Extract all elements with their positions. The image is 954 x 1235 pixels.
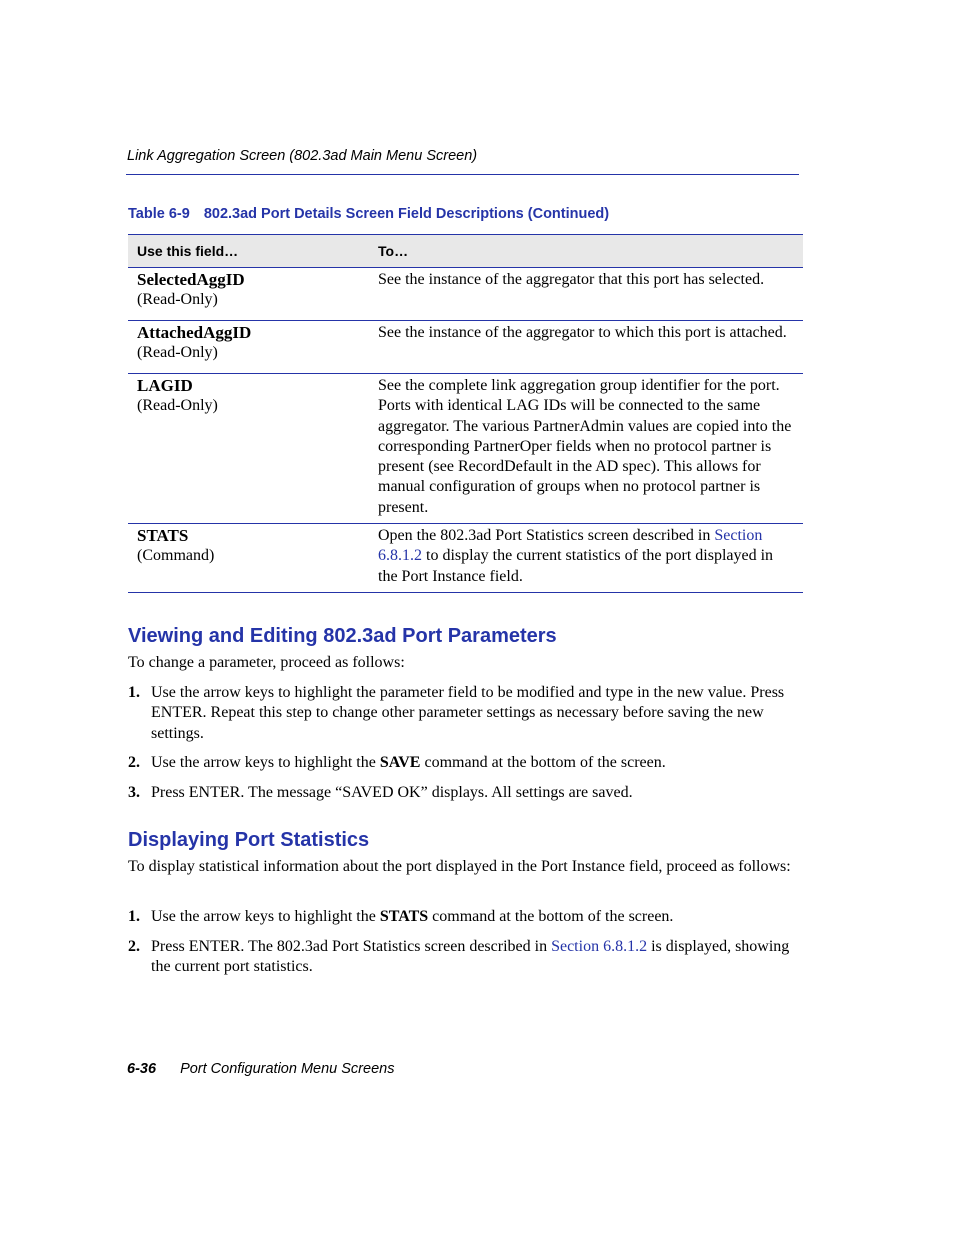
step-item [128,683,800,744]
field-cell [128,374,369,524]
column-header-to: To… [369,235,803,268]
section-link[interactable]: Section 6.8.1.2 [551,938,648,955]
command-name: SAVE [379,754,421,771]
step-text: Use the arrow keys to highlight the parameter field to be modified and type in the new value. Press ENTER. Repeat this step to change other parameter settings as necessary before saving the new settings. [151,684,785,742]
description-cell: See the instance of the aggregator that this port has selected. [369,268,803,321]
field-type: (Command) [137,547,215,565]
step-text [151,907,800,927]
table-row [128,524,803,593]
table-row [128,374,803,524]
step-text-part: is displayed, showing the current port statistics. [151,938,790,976]
step-item [128,937,800,978]
field-type: (Read-Only) [137,344,218,362]
page-footer [127,1061,394,1077]
step-text-part: Press ENTER. The 802.3ad Port Statistics screen described in [151,938,552,955]
page-number: 6-36 [127,1061,157,1077]
table-header-row [128,235,803,268]
table-caption-title: 802.3ad Port Details Screen Field Descriptions (Continued) [203,206,610,222]
description-cell [369,524,803,593]
field-descriptions-table [128,234,803,593]
field-name: AttachedAggID [137,323,252,342]
step-number: 2. [128,754,140,771]
step-text-part: Use the arrow keys to highlight the [151,754,380,771]
step-number: 2. [128,938,140,955]
step-item [128,907,800,927]
field-type: (Read-Only) [137,291,218,309]
table-row [128,321,803,374]
running-header: Link Aggregation Screen (802.3ad Main Menu Screen) [127,148,478,164]
column-header-field: Use this field… [128,235,369,268]
field-type: (Read-Only) [137,397,218,415]
section-heading-viewing-editing: Viewing and Editing 802.3ad Port Parameters [128,625,557,647]
step-text: Press ENTER. The message “SAVED OK” displays. All settings are saved. [151,784,633,801]
step-item [128,753,800,773]
section-heading-port-statistics: Displaying Port Statistics [128,829,370,851]
step-text-part: command at the bottom of the screen. [428,908,674,925]
field-name: LAGID [137,376,193,395]
description-cell: See the complete link aggregation group identifier for the port. Ports with identical LAG IDs will be connected to the same aggregator. The various PartnerAdmin values are copied into the corresponding PartnerOper fields when no protocol partner is present (see RecordDefault in the AD spec). This allows for manual configuration of groups when no protocol partner is present. [369,374,803,524]
field-name: SelectedAggID [137,270,245,289]
section-intro: To change a parameter, proceed as follows: [128,654,405,671]
step-number: 1. [128,684,140,701]
description-cell: See the instance of the aggregator to which this port is attached. [369,321,803,374]
table-row [128,268,803,321]
description-text: Open the 802.3ad Port Statistics screen described in [378,527,715,545]
section-intro: To display statistical information about the port displayed in the Port Instance field, proceed as follows: [128,858,791,875]
section-link[interactable]: Section 6.8.1.2 [378,527,763,565]
description-text: to display the current statistics of the port displayed in the Port Instance field. [378,547,774,585]
command-name: STATS [379,908,429,925]
step-text-part: Use the arrow keys to highlight the [151,908,380,925]
field-cell [128,268,369,321]
table-caption-number: Table 6-9 [128,206,190,222]
table-caption [128,206,609,222]
step-item [128,783,800,803]
field-cell [128,524,369,593]
step-number: 1. [128,908,140,925]
step-text [151,937,800,978]
step-text-part: command at the bottom of the screen. [420,754,666,771]
step-text [151,753,800,773]
chapter-title: Port Configuration Menu Screens [180,1061,395,1077]
step-number: 3. [128,784,140,801]
field-cell [128,321,369,374]
field-name: STATS [137,526,189,546]
header-rule [126,174,799,175]
